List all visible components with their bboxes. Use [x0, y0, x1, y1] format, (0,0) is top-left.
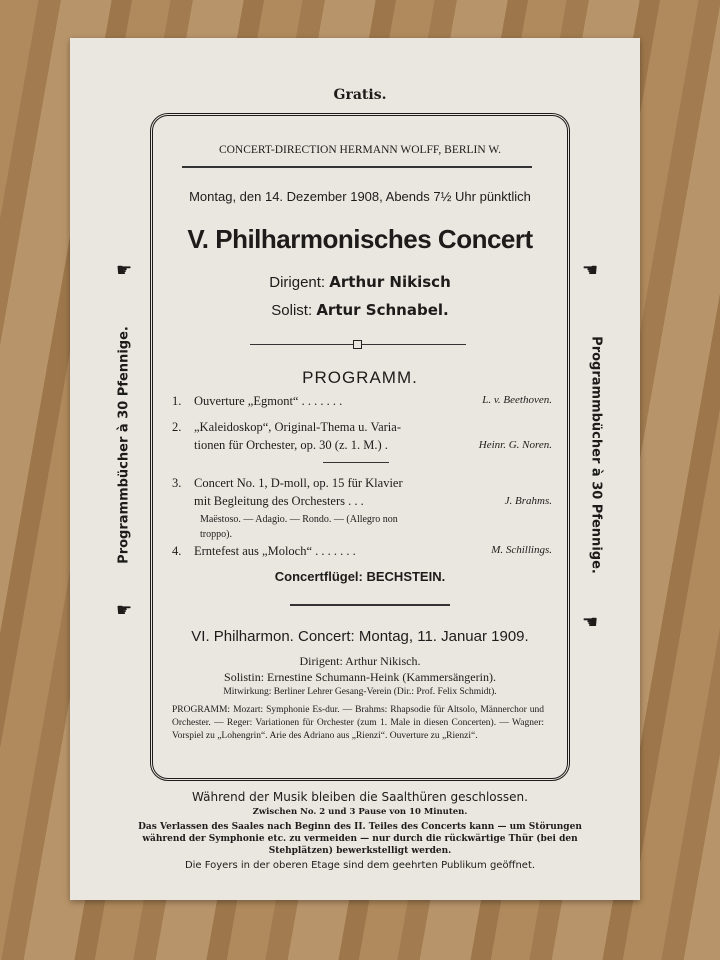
- next-program: PROGRAMM: Mozart: Symphonie Es-dur. — Brahms: Rhapsodie für Altsolo, Männerchor und Orchester. — Reger: Variationen für Orchester (zum 1. Male in diesen Concerten). — Wagner: Vorspiel zu „Lohengrin“. Arie des Adriano aus „Rienzi“. Ouverture zu „Rienzi“.: [172, 705, 544, 741]
- side-note-right: Programmbücher à 30 Pfennige.: [588, 336, 604, 574]
- next-conductor: Dirigent: Arthur Nikisch.: [299, 654, 421, 668]
- ornament-square: [353, 340, 362, 349]
- side-note-left: Programmbücher à 30 Pfennige.: [116, 326, 132, 564]
- program-item-4: 4. Erntefest aus „Moloch“ . . . . . . . M. Schillings.: [172, 544, 552, 558]
- divider: [182, 166, 532, 168]
- concert-direction: CONCERT-DIRECTION HERMANN WOLFF, BERLIN W.: [218, 144, 502, 156]
- program-item-1: 1. Ouverture „Egmont“ . . . . . . . L. v. Beethoven.: [172, 394, 552, 408]
- concert-title: V. Philharmonisches Concert: [187, 224, 533, 254]
- pointing-hand-icon: ☛: [116, 600, 133, 621]
- pointing-hand-icon: ☛: [116, 260, 133, 281]
- notice-doors: Während der Musik bleiben die Saalthüren geschlossen.: [192, 790, 528, 804]
- notice-leaving: Das Verlassen des Saales nach Beginn des II. Teiles des Concerts kann — um Störungen während der Symphonie etc. zu vermeiden — nur durch die rückwärtige Thür (bei den Stehplätzen) bewerkstelligt werden.: [138, 822, 582, 856]
- program-item-3: 3. Concert No. 1, D-moll, op. 15 für Klavier mit Begleitung des Orchesters . . . J. Brahms. Maëstoso. — Adagio. — Rondo. — (Allegro non troppo).: [172, 476, 552, 540]
- piano-note: Concertflügel: BECHSTEIN.: [274, 569, 446, 584]
- date-line: Montag, den 14. Dezember 1908, Abends 7½ Uhr pünktlich: [189, 189, 531, 204]
- programm-heading: PROGRAMM.: [302, 368, 418, 387]
- ornament-divider: [290, 604, 450, 606]
- soloist-label: Solist:: [271, 302, 313, 319]
- gratis-label: Gratis.: [333, 87, 387, 103]
- conductor-label: Dirigent:: [269, 274, 326, 291]
- divider: [323, 462, 389, 463]
- soloist-name: Artur Schnabel.: [316, 301, 449, 319]
- next-soloist: Solistin: Ernestine Schumann-Heink (Kammersängerin).: [224, 670, 496, 684]
- next-concert-title: VI. Philharmon. Concert: Montag, 11. Januar 1909.: [191, 628, 529, 645]
- notice-pause: Zwischen No. 2 und 3 Pause von 10 Minuten.: [252, 807, 468, 817]
- program-item-2: 2. „Kaleidoskop“, Original-Thema u. Varia- tionen für Orchester, op. 30 (z. 1. M.) . Heinr. G. Noren.: [172, 420, 552, 452]
- notice-foyers: Die Foyers in der oberen Etage sind dem geehrten Publikum geöffnet.: [184, 860, 536, 871]
- next-participation: Mitwirkung: Berliner Lehrer Gesang-Verein (Dir.: Prof. Felix Schmidt).: [223, 687, 497, 697]
- pointing-hand-icon: ☚: [582, 612, 599, 633]
- conductor-name: Arthur Nikisch: [329, 273, 451, 291]
- pointing-hand-icon: ☚: [582, 260, 599, 281]
